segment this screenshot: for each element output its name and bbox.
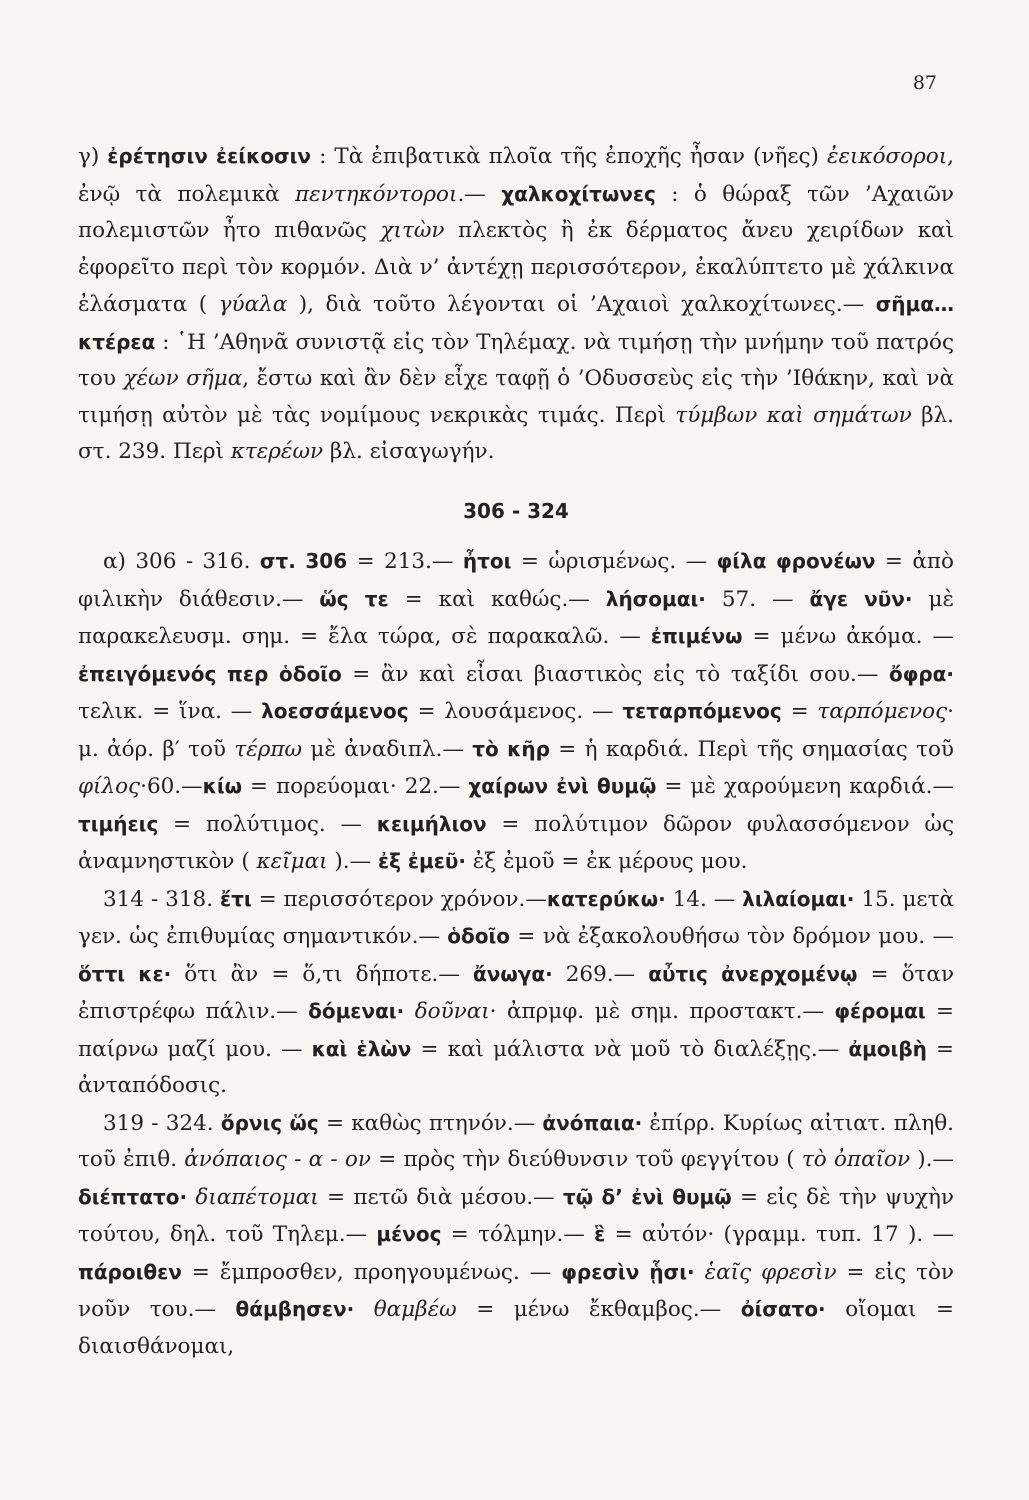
text: βλ. εἰσαγωγήν. xyxy=(323,439,495,464)
lemma: ὄρνις ὥς xyxy=(220,1110,319,1135)
text: = αὐτόν· (γραμμ. τυπ. 17 ). — xyxy=(605,1222,954,1247)
text: 14. — xyxy=(665,886,743,912)
italic-term: τὸ ὀπαῖον xyxy=(801,1147,911,1172)
text: τελικ. = ἵνα. — xyxy=(78,699,262,724)
lemma: λοεσσάμενος xyxy=(261,699,409,723)
italic-term: φίλος xyxy=(78,774,141,799)
lemma: ὄφρα· xyxy=(888,661,954,686)
text: = πετῶ διὰ μέσου.— xyxy=(318,1184,563,1210)
text: = ἀπὸ φιλικὴν διάθεσιν.— xyxy=(78,549,954,612)
text: = πρὸς τὴν διεύθυνσιν τοῦ φεγγίτου ( xyxy=(370,1147,802,1172)
lemma: ἄνωγα· xyxy=(472,961,553,986)
text: 269.— xyxy=(552,961,649,987)
text: γ) xyxy=(78,144,108,169)
lemma: χαίρων ἐνὶ θυμῷ xyxy=(468,774,657,798)
lemma: μένος xyxy=(376,1222,442,1246)
italic-term: τύμβων καὶ σημάτων xyxy=(675,402,912,428)
text: ).— xyxy=(910,1147,954,1172)
lemma: ἔτι xyxy=(219,886,252,911)
lemma: διέπτατο· xyxy=(78,1184,188,1209)
text: ἐξ ἐμοῦ = ἐκ μέρους μου. xyxy=(465,849,748,874)
lemma: κίω xyxy=(202,774,243,798)
text: = πολύτιμος. — xyxy=(158,811,377,837)
text: = ἔμπροσθεν, προηγουμένως. — xyxy=(181,1259,562,1285)
lemma: κατερύκω· xyxy=(546,886,666,911)
lemma: ἦτοι xyxy=(462,549,512,573)
text: βλ. στ. 239. Περὶ xyxy=(78,402,954,464)
text: 57. — xyxy=(705,586,810,612)
lemma: καὶ ἑλὼν xyxy=(311,1036,412,1061)
italic-term: χιτὼν xyxy=(380,218,445,243)
text: μὲ παρακελευσμ. σημ. = ἔλα τώρα, σὲ παρακαλῶ. — xyxy=(78,586,954,649)
italic-term: ἀνόπαιος - α - ον xyxy=(184,1147,371,1172)
text: ὅτι ἂν = ὅ,τι δήποτε.— xyxy=(171,961,473,987)
text: : ὁ θώραξ τῶν ’Αχαιῶν πολεμιστῶν ἦτο πιθανῶς xyxy=(78,181,954,243)
text xyxy=(695,1260,705,1285)
lemma: φίλα φρονέων xyxy=(716,549,876,573)
lemma: ὁδοῖο xyxy=(447,924,511,948)
italic-term: τέρπω xyxy=(234,736,303,762)
lemma: χαλκοχίτωνες xyxy=(501,181,656,206)
paragraph-gamma xyxy=(78,138,954,471)
italic-term: ἑαῖς φρεσὶν xyxy=(704,1259,837,1285)
lemma: δόμεναι· xyxy=(308,999,405,1023)
lemma: τῷ δ’ ἐνὶ θυμῷ xyxy=(562,1184,732,1209)
text: · ἀπρμφ. μὲ σημ. προστακτ.— xyxy=(489,999,835,1024)
lemma: κειμήλιον xyxy=(376,811,487,836)
text: ), διὰ τοῦτο λέγονται οἱ ’Αχαιοὶ χαλκοχίτωνες.— xyxy=(287,292,876,317)
text: ·60.— xyxy=(140,774,203,799)
text: 314 - 318. xyxy=(103,886,220,912)
text: = παίρνω μαζί μου. — xyxy=(78,999,954,1062)
text: α) 306 - 316. xyxy=(103,549,260,574)
italic-term: δοῦναι xyxy=(414,999,490,1024)
text: : ῾Η ’Αθηνᾶ συνιστᾷ εἰς τὸν Τηλέμαχ. νὰ τιμήσῃ τὴν μνήμην τοῦ πατρός του xyxy=(78,329,954,391)
text: = μένω ἔκθαμβος.— xyxy=(456,1297,741,1322)
text: = καὶ καθώς.— xyxy=(388,586,606,612)
text: ἐπίρρ. Κυρίως αἰτιατ. πληθ. τοῦ ἐπιθ. xyxy=(78,1110,954,1172)
text: = πορεύομαι· 22.— xyxy=(242,774,469,799)
lemma: τιμήεις xyxy=(78,811,159,836)
lemma: ἓ xyxy=(594,1222,606,1246)
lemma: ὀίσατο· xyxy=(740,1297,826,1321)
paragraph-319-324 xyxy=(78,1105,954,1366)
lemma: λήσομαι· xyxy=(605,586,706,611)
text: , ἔστω καὶ ἂν δὲν εἶχε ταφῇ ὁ ’Οδυσσεὺς εἰς τὴν ’Ιθάκην, καὶ νὰ τιμήσῃ αὐτὸν μὲ τὰς νομίμους νεκρικὰς τιμάς. Περὶ xyxy=(78,366,954,428)
text: = μὲ χαρούμενη καρδιά.— xyxy=(656,774,954,799)
text: = εἰς δὲ τὴν ψυχὴν τούτου, δηλ. τοῦ Τηλεμ.— xyxy=(78,1184,954,1247)
text: 15. μετὰ γεν. ὡς ἐπιθυμίας σημαντικόν.— xyxy=(78,886,954,949)
lemma: ὥς τε xyxy=(319,586,389,611)
text: ).— xyxy=(327,849,378,874)
text: , ἐνῷ τὰ πολεμικὰ xyxy=(78,144,954,207)
text: .— xyxy=(457,181,502,207)
text: = τόλμην.— xyxy=(441,1222,595,1247)
text: = μένω ἀκόμα. — xyxy=(742,624,954,649)
lemma: ἐπειγόμενός περ ὁδοῖο xyxy=(78,661,342,686)
lemma: ἐξ ἐμεῦ· xyxy=(377,849,466,873)
lemma: ὅττι κε· xyxy=(78,961,172,986)
text: οἴομαι = διαισθάνομαι, xyxy=(78,1297,954,1359)
lemma: στ. 306 xyxy=(259,549,348,573)
lemma: σῆμα… κτέρεα xyxy=(78,292,954,354)
text: = καὶ μάλιστα νὰ μοῦ τὸ διαλέξῃς.— xyxy=(411,1036,849,1062)
text: πλεκτὸς ἢ ἐκ δέρματος ἄνευ χειρίδων καὶ ἐφορεῖτο περὶ τὸν κορμόν. Διὰ ν’ ἀντέχῃ περισσότερον, ἐκαλύπτετο μὲ χάλκινα ἐλάσματα ( xyxy=(78,218,954,317)
text: = ὡρισμένως. — xyxy=(511,549,717,574)
italic-term: θαμβέω xyxy=(373,1297,457,1322)
text: = ἡ καρδιά. Περὶ τῆς σημασίας τοῦ xyxy=(549,736,954,762)
lemma: ἄγε νῦν· xyxy=(809,586,913,611)
text: = ἂν καὶ εἶσαι βιαστικὸς εἰς τὸ ταξίδι σου.— xyxy=(341,661,889,687)
lemma: ἐρέτησιν ἐείκοσιν xyxy=(107,144,312,168)
text xyxy=(404,999,414,1024)
italic-term: γύαλα xyxy=(218,292,288,317)
lemma: αὖτις ἀνερχομένῳ xyxy=(648,961,858,986)
italic-term: ταρπόμενος xyxy=(817,699,948,724)
italic-term: διαπέτομαι xyxy=(195,1184,319,1210)
text: · μ. ἀόρ. β′ τοῦ xyxy=(78,699,954,762)
text: μὲ ἀναδιπλ.— xyxy=(302,736,473,762)
italic-term: ἐεικόσοροι xyxy=(826,144,948,169)
text: = λουσάμενος. — xyxy=(408,699,623,724)
text: 319 - 324. xyxy=(103,1110,221,1136)
page-number: 87 xyxy=(912,72,937,94)
lemma: τὸ κῆρ xyxy=(472,736,550,761)
text: = ἀνταπόδοσις. xyxy=(78,1036,954,1098)
lemma: πάροιθεν xyxy=(78,1259,182,1284)
text: = καθὼς πτηνόν.— xyxy=(318,1110,543,1136)
text: = νὰ ἐξακολουθήσω τὸν δρόμον μου. — xyxy=(510,924,954,949)
lemma: φρεσὶν ᾗσι· xyxy=(561,1259,695,1284)
text: = πολύτιμον δῶρον φυλασσόμενον ὡς ἀναμνηστικὸν ( xyxy=(78,811,954,874)
text: = xyxy=(781,699,818,724)
paragraph-alpha xyxy=(78,543,954,881)
lemma: ἀνόπαια· xyxy=(542,1110,643,1135)
text: = περισσότερον χρόνον.— xyxy=(251,886,547,912)
italic-term: κτερέων xyxy=(230,439,324,464)
italic-term: κεῖμαι xyxy=(256,849,328,874)
paragraph-314-318 xyxy=(78,881,954,1105)
text: = εἰς τὸν νοῦν του.— xyxy=(78,1259,954,1322)
text: = 213.— xyxy=(347,549,463,574)
lemma: ἐπιμένω xyxy=(650,624,743,648)
lemma: ἀμοιβὴ xyxy=(848,1036,927,1061)
commentary-body xyxy=(78,138,954,1365)
lemma: θάμβησεν· xyxy=(235,1297,355,1321)
text: = ὅταν ἐπιστρέφω πάλιν.— xyxy=(78,961,955,1024)
italic-term: χέων σῆμα xyxy=(123,366,243,391)
italic-term: πεντηκόντοροι xyxy=(294,181,458,207)
lemma: φέρομαι xyxy=(834,999,926,1023)
text xyxy=(354,1297,374,1322)
lemma: τεταρπόμενος xyxy=(622,699,782,723)
lemma: λιλαίομαι· xyxy=(742,886,855,911)
section-heading: 306 - 324 xyxy=(463,498,569,523)
text: : Τὰ ἐπιβατικὰ πλοῖα τῆς ἐποχῆς ἦσαν (νῆες) xyxy=(311,144,827,169)
